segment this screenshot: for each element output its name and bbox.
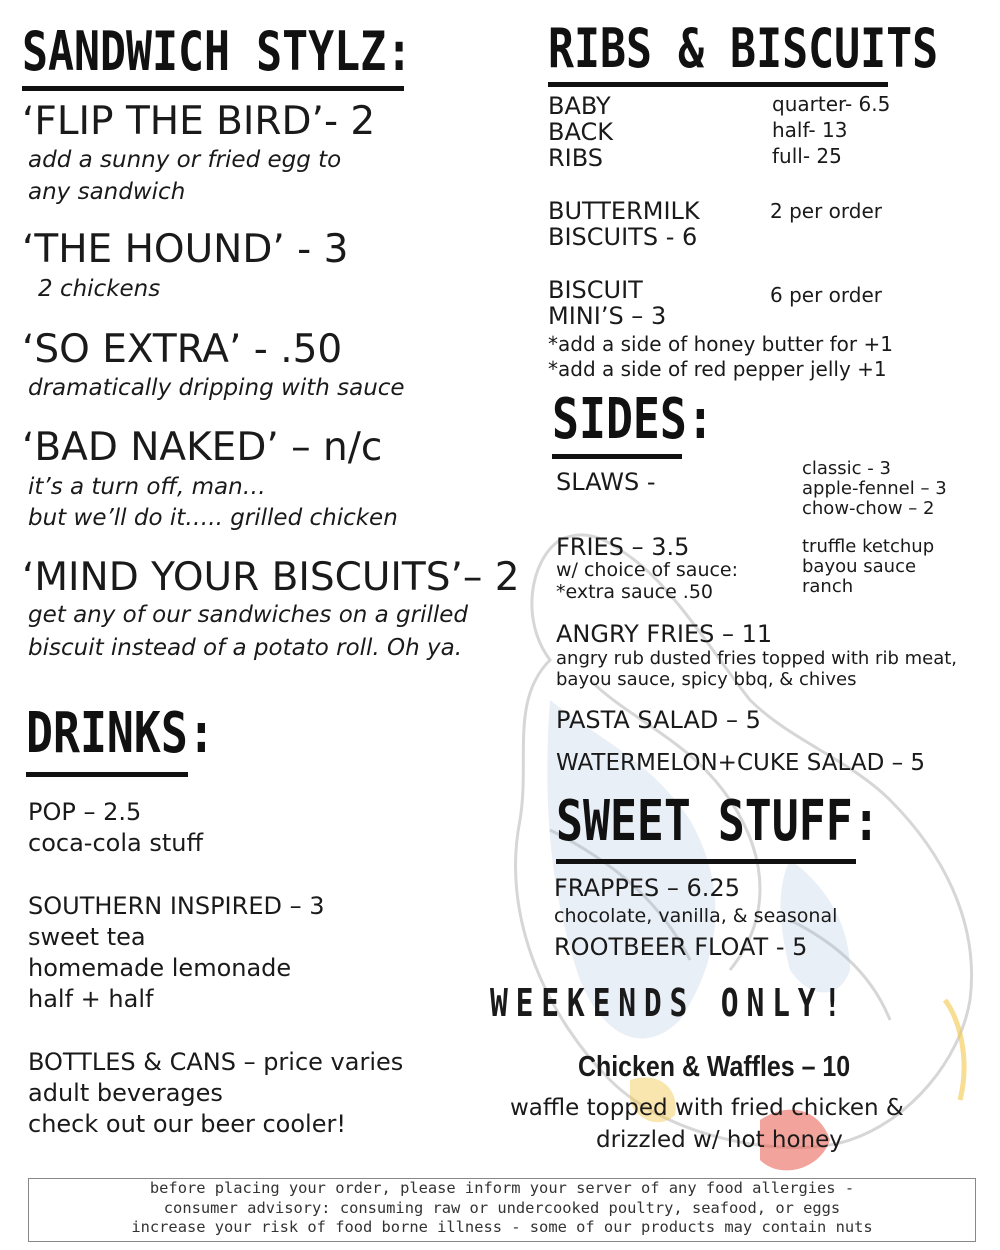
disclaimer-line: consumer advisory: consuming raw or undercooked poultry, seafood, or eggs bbox=[163, 1198, 841, 1217]
drink-line: half + half bbox=[28, 985, 154, 1013]
menu-item-description: biscuit instead of a potato roll. Oh ya. bbox=[28, 635, 463, 661]
weekend-item-description: drizzled w/ hot honey bbox=[596, 1127, 843, 1153]
menu-item-description: get any of our sandwiches on a grilled bbox=[28, 602, 469, 628]
menu-item-title: ‘SO EXTRA’ - .50 bbox=[22, 327, 343, 372]
rib-price: half- 13 bbox=[772, 118, 848, 142]
biscuit-label: BISCUIT bbox=[548, 276, 643, 304]
allergy-disclaimer bbox=[28, 1178, 976, 1242]
ribs-heading-underline bbox=[548, 82, 888, 87]
side-subtext: bayou sauce, spicy bbq, & chives bbox=[556, 669, 857, 690]
biscuit-note: 2 per order bbox=[770, 199, 882, 223]
menu-item-description: add a sunny or fried egg to bbox=[28, 147, 342, 173]
drink-line: POP – 2.5 bbox=[28, 798, 142, 826]
side-subtext: *extra sauce .50 bbox=[556, 581, 714, 603]
drink-line: check out our beer cooler! bbox=[28, 1110, 346, 1138]
sweet-item: ROOTBEER FLOAT - 5 bbox=[554, 933, 808, 961]
biscuit-label: BISCUITS - 6 bbox=[548, 223, 698, 251]
side-subtext: w/ choice of sauce: bbox=[556, 559, 739, 581]
drinks-heading: DRINKS: bbox=[26, 701, 215, 766]
sides-heading-underline bbox=[552, 454, 682, 459]
sweet-heading: SWEET STUFF: bbox=[556, 789, 880, 854]
slaw-option: apple-fennel – 3 bbox=[802, 478, 947, 499]
menu-item-description: dramatically dripping with sauce bbox=[28, 375, 405, 401]
sweet-heading-underline bbox=[556, 859, 856, 864]
menu-item-description: it’s a turn off, man… bbox=[28, 474, 266, 500]
side-item: FRIES – 3.5 bbox=[556, 533, 690, 561]
menu-item-title: ‘FLIP THE BIRD’- 2 bbox=[22, 99, 376, 144]
disclaimer-line: before placing your order, please inform your server of any food allergies - bbox=[149, 1179, 855, 1197]
sauce-option: truffle ketchup bbox=[802, 536, 935, 557]
weekend-item-description: waffle topped with fried chicken & bbox=[510, 1095, 904, 1121]
sweet-description: chocolate, vanilla, & seasonal bbox=[554, 905, 838, 927]
biscuit-label: MINI’S – 3 bbox=[548, 302, 667, 330]
rib-label: RIBS bbox=[548, 144, 604, 172]
addon-note: *add a side of red pepper jelly +1 bbox=[548, 357, 887, 381]
sandwich-heading-underline bbox=[22, 86, 404, 91]
drink-line: BOTTLES & CANS – price varies bbox=[28, 1048, 404, 1076]
disclaimer-line: increase your risk of food borne illness - some of our products may contain nuts bbox=[131, 1218, 873, 1236]
rib-price: quarter- 6.5 bbox=[772, 92, 891, 116]
sauce-option: bayou sauce bbox=[802, 556, 917, 577]
sweet-item: FRAPPES – 6.25 bbox=[554, 874, 740, 902]
sandwich-heading: SANDWICH STYLZ: bbox=[22, 20, 413, 83]
menu-item-description: 2 chickens bbox=[38, 276, 161, 302]
ribs-heading: RIBS & BISCUITS bbox=[548, 17, 939, 80]
biscuit-note: 6 per order bbox=[770, 283, 882, 307]
drink-line: adult beverages bbox=[28, 1079, 223, 1107]
rib-label: BABY bbox=[548, 92, 611, 120]
menu-item-description: any sandwich bbox=[28, 179, 186, 205]
weekends-heading: WEEKENDS ONLY! bbox=[490, 981, 850, 1025]
side-item: PASTA SALAD – 5 bbox=[556, 706, 761, 734]
drink-line: coca-cola stuff bbox=[28, 829, 203, 857]
drink-line: sweet tea bbox=[28, 923, 146, 951]
menu-item-title: ‘THE HOUND’ - 3 bbox=[22, 227, 349, 272]
side-subtext: angry rub dusted fries topped with rib meat, bbox=[556, 648, 958, 669]
rib-label: BACK bbox=[548, 118, 613, 146]
addon-note: *add a side of honey butter for +1 bbox=[548, 332, 893, 356]
side-item: ANGRY FRIES – 11 bbox=[556, 620, 773, 648]
slaw-option: chow-chow – 2 bbox=[802, 498, 935, 519]
drink-line: homemade lemonade bbox=[28, 954, 292, 982]
biscuit-label: BUTTERMILK bbox=[548, 197, 700, 225]
sides-heading: SIDES: bbox=[552, 387, 714, 452]
drink-line: SOUTHERN INSPIRED – 3 bbox=[28, 892, 325, 920]
sauce-option: ranch bbox=[802, 576, 854, 597]
menu-item-title: ‘BAD NAKED’ – n/c bbox=[22, 425, 383, 470]
side-item: WATERMELON+CUKE SALAD – 5 bbox=[556, 750, 926, 776]
menu-item-title: ‘MIND YOUR BISCUITS’– 2 bbox=[22, 555, 520, 600]
side-item: SLAWS - bbox=[556, 468, 656, 496]
menu-item-description: but we’ll do it….. grilled chicken bbox=[28, 505, 398, 531]
rib-price: full- 25 bbox=[772, 144, 842, 168]
slaw-option: classic - 3 bbox=[802, 458, 891, 479]
weekend-item-title: Chicken & Waffles – 10 bbox=[578, 1051, 851, 1083]
drinks-heading-underline bbox=[26, 772, 188, 777]
